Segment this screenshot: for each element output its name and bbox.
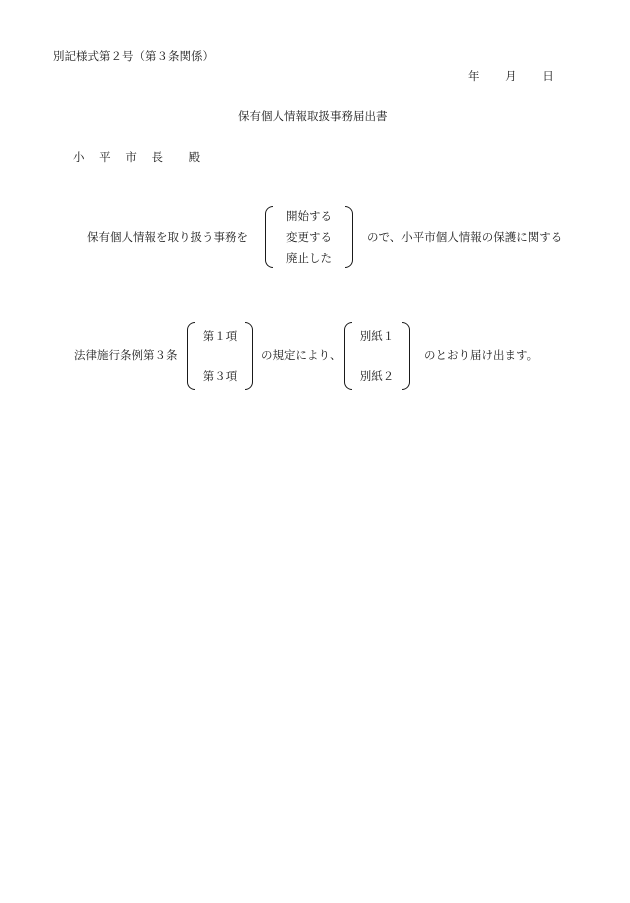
sentence1-prefix: 保有個人情報を取り扱う事務を (87, 230, 248, 244)
option-attachment-2: 別紙２ (359, 369, 395, 383)
addressee-char-3: 市 (125, 150, 137, 164)
sentence2-suffix: のとおり届け出ます。 (424, 348, 539, 362)
date-day-label: 日 (542, 69, 554, 83)
addressee-char-1: 小 (73, 150, 85, 164)
form-number: 別記様式第２号（第３条関係） (53, 49, 214, 63)
sentence2-prefix: 法律施行条例第３条 (74, 348, 178, 362)
option-clause-3: 第３項 (202, 369, 238, 383)
document-title: 保有個人情報取扱事務届出書 (238, 109, 388, 123)
attachment-options-bracket (344, 322, 410, 390)
date-year-label: 年 (468, 69, 480, 83)
addressee-char-4: 長 (151, 150, 163, 164)
option-attachment-1: 別紙１ (359, 329, 395, 343)
option-change: 変更する (286, 230, 332, 244)
status-options-bracket (265, 206, 353, 268)
option-abolish: 廃止した (286, 251, 332, 265)
addressee-char-2: 平 (99, 150, 111, 164)
sentence2-middle: の規定により、 (261, 348, 342, 362)
sentence1-suffix: ので、小平市個人情報の保護に関する (367, 230, 563, 244)
option-clause-1: 第１項 (202, 329, 238, 343)
addressee (73, 152, 200, 164)
option-start: 開始する (286, 209, 332, 223)
date-month-label: 月 (505, 69, 517, 83)
date-line (468, 71, 554, 83)
addressee-honorific: 殿 (188, 150, 201, 164)
clause-options-bracket (187, 322, 253, 390)
